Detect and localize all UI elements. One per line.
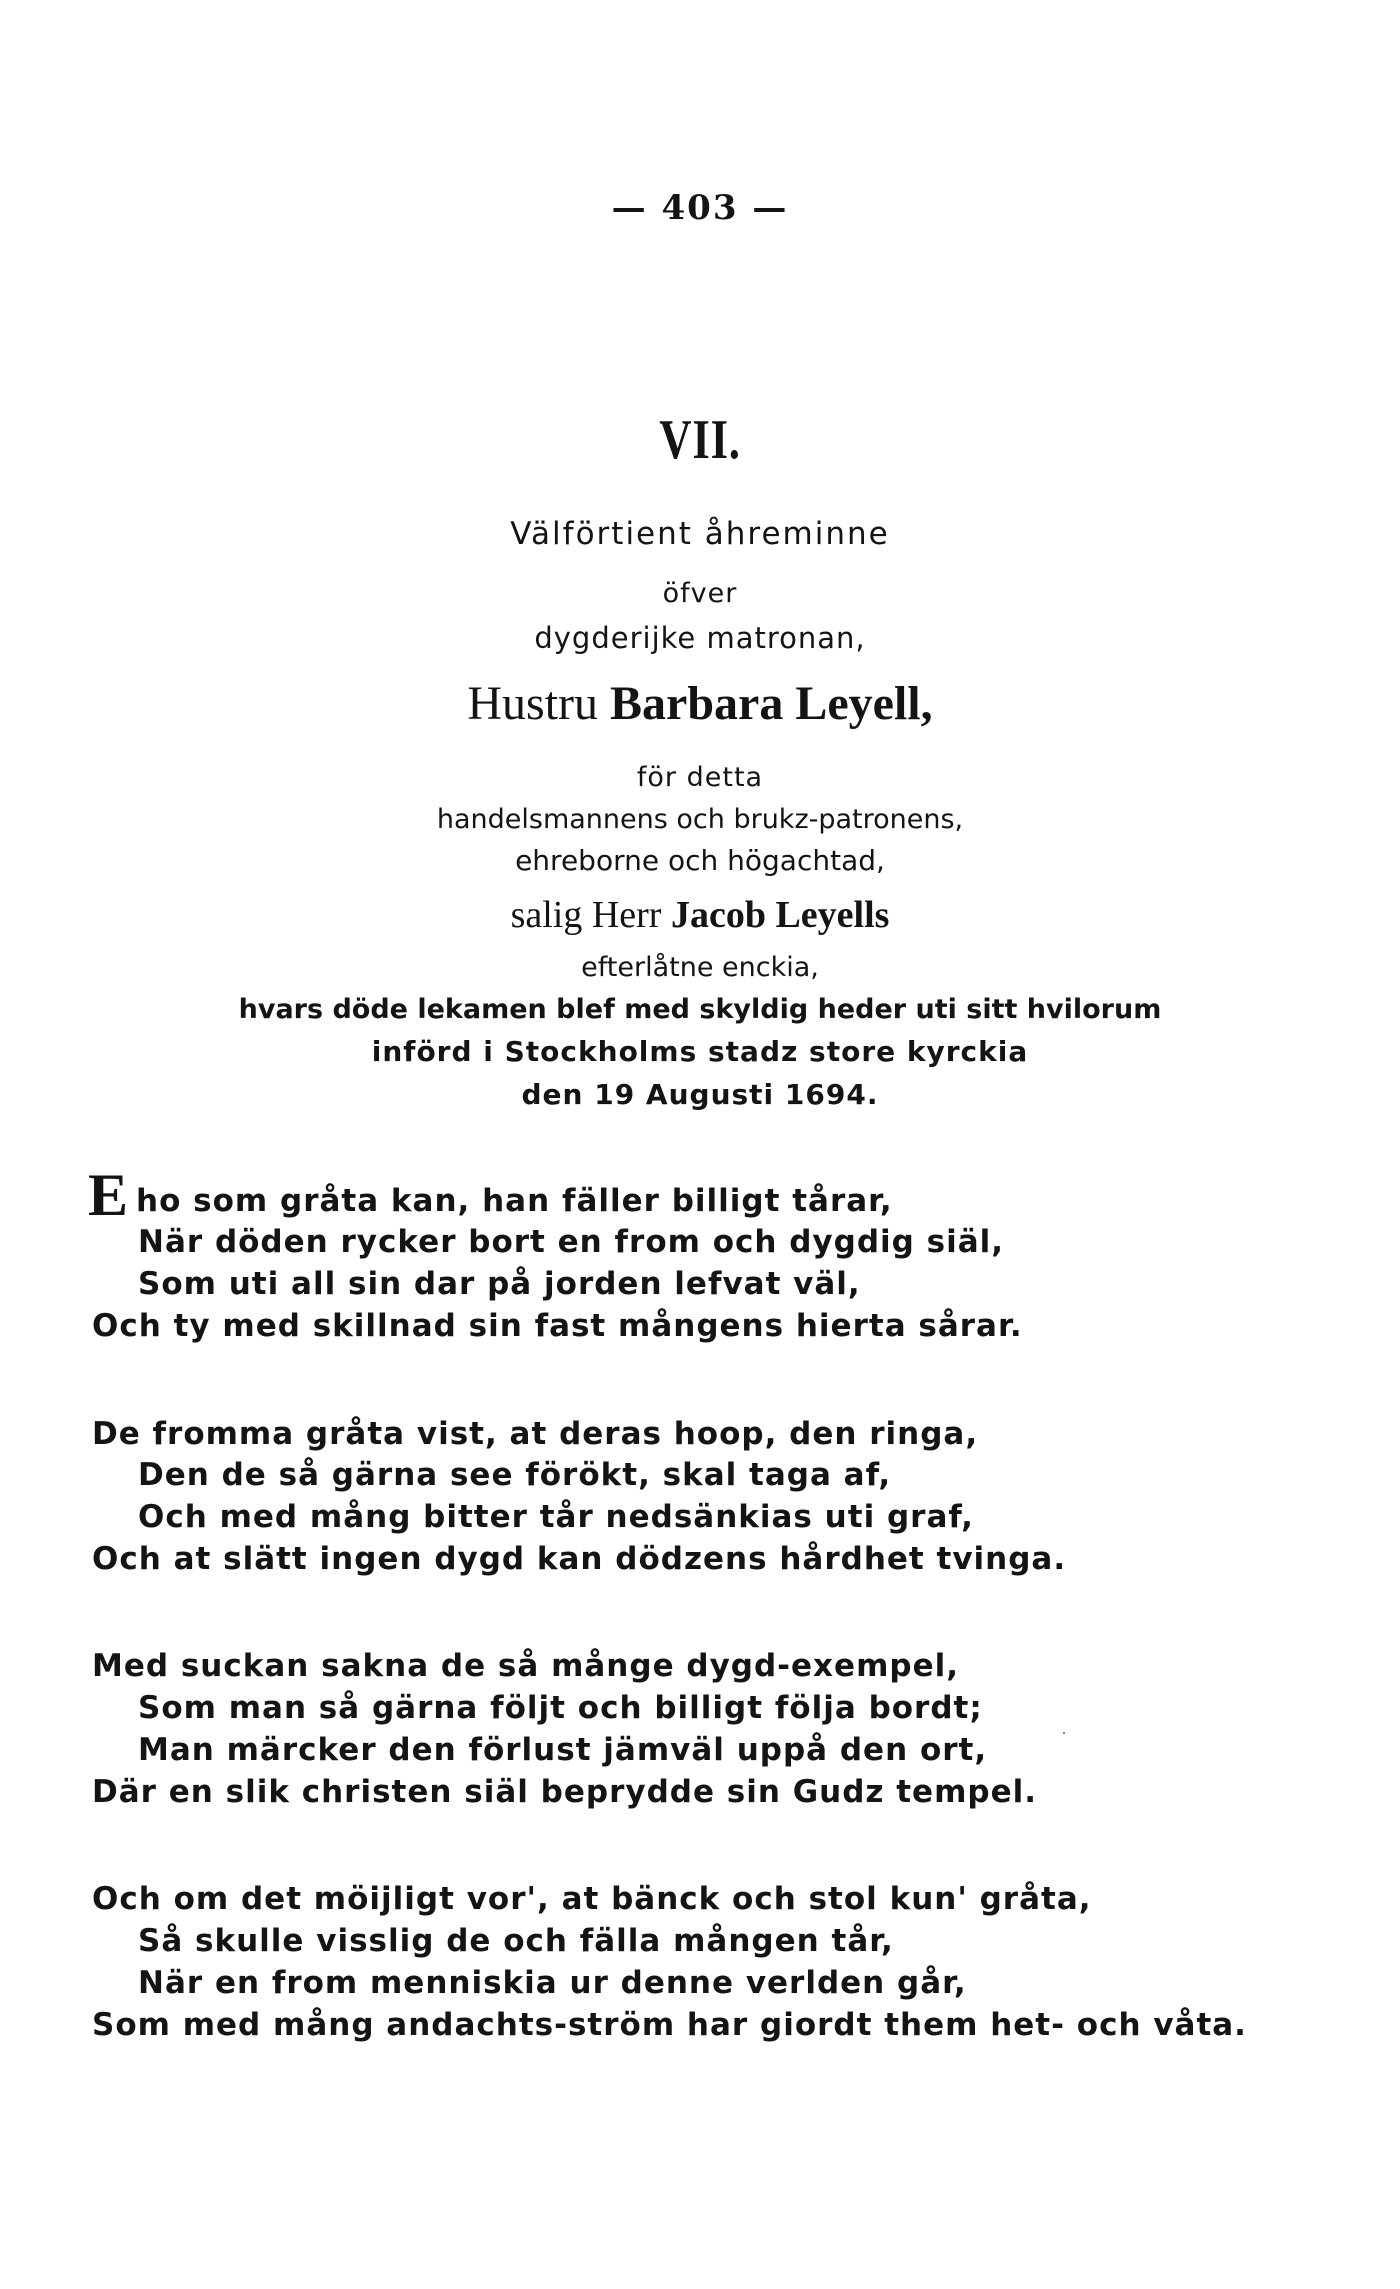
title-line-9: efterlåtne enckia, bbox=[581, 952, 819, 983]
title-line-3: dygderijke matronan, bbox=[534, 621, 866, 655]
title-line-5: för detta bbox=[636, 762, 764, 793]
poem-line: Och om det möijligt vor', at bänck och stol kun' gråta, bbox=[92, 1881, 1092, 1917]
title-prefix-salig-herr: salig Herr bbox=[510, 894, 662, 936]
title-line-4 bbox=[0, 676, 1400, 731]
title-line-1: Välförtient åhreminne bbox=[510, 516, 890, 552]
title-line-8 bbox=[0, 893, 1400, 937]
title-name-barbara-leyell: Barbara Leyell, bbox=[610, 677, 933, 730]
title-prefix-hustru: Hustru bbox=[467, 677, 599, 730]
poem-line: De fromma gråta vist, at deras hoop, den ringa, bbox=[92, 1416, 979, 1452]
poem-line: När en from menniskia ur denne verlden går, bbox=[138, 1965, 967, 2001]
title-line-6: handelsmannens och brukz-patronens, bbox=[436, 804, 964, 835]
poem-line: Som man så gärna följt och billigt följa bordt; bbox=[138, 1690, 983, 1726]
poem-dropcap: E bbox=[88, 1162, 129, 1228]
poem-line: Som med mång andachts-ström har giordt them het- och våta. bbox=[92, 2007, 1247, 2043]
poem-line: ho som gråta kan, han fäller billigt tårar, bbox=[136, 1183, 893, 1219]
poem-line: Där en slik christen siäl beprydde sin Gudz tempel. bbox=[92, 1774, 1038, 1810]
poem-line: Man märcker den förlust jämväl uppå den ort, bbox=[138, 1732, 988, 1768]
poem-line: Och at slätt ingen dygd kan dödzens hårdhet tvinga. bbox=[92, 1541, 1067, 1577]
poem-line: Den de så gärna see förökt, skal taga af, bbox=[138, 1457, 892, 1493]
page-number: — 403 — bbox=[611, 188, 789, 228]
poem-line: Och ty med skillnad sin fast mångens hierta sårar. bbox=[92, 1308, 1023, 1344]
title-line-11: införd i Stockholms stadz store kyrckia bbox=[371, 1035, 1029, 1068]
title-line-7: ehreborne och högachtad, bbox=[515, 844, 885, 877]
title-name-jacob-leyells: Jacob Leyells bbox=[670, 894, 890, 936]
title-line-2: öfver bbox=[662, 578, 738, 609]
section-number: VII. bbox=[659, 409, 741, 471]
print-speck bbox=[1063, 1732, 1065, 1734]
poem-line: Och med mång bitter tår nedsänkias uti graf, bbox=[138, 1499, 974, 1535]
title-line-12: den 19 Augusti 1694. bbox=[521, 1078, 879, 1111]
poem-line: Som uti all sin dar på jorden lefvat väl, bbox=[138, 1266, 861, 1302]
poem-line: Så skulle visslig de och fälla mången tår, bbox=[138, 1923, 894, 1959]
poem-line: Med suckan sakna de så månge dygd-exempel, bbox=[92, 1648, 959, 1684]
poem-line: När döden rycker bort en from och dygdig siäl, bbox=[138, 1224, 1005, 1260]
title-line-10: hvars döde lekamen blef med skyldig heder uti sitt hvilorum bbox=[238, 994, 1162, 1025]
